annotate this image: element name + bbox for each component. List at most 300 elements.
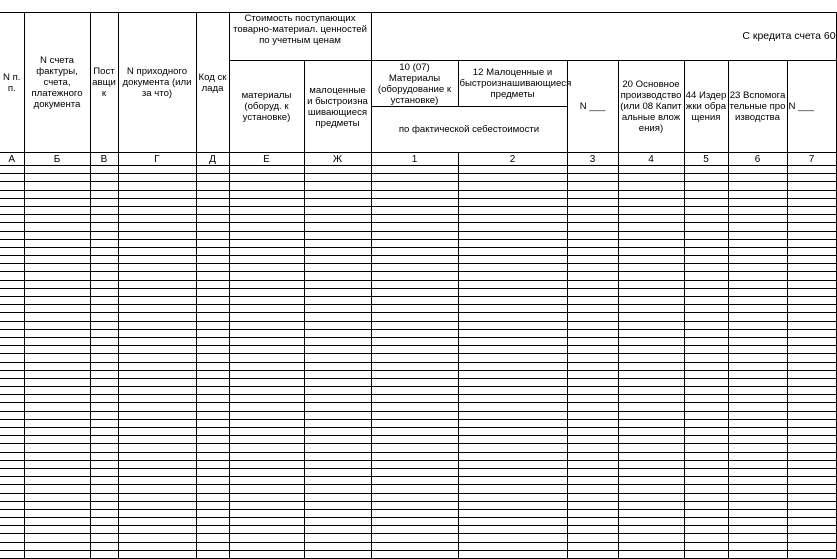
table-cell [567,460,618,468]
table-row [0,501,836,509]
table-cell [90,256,118,264]
table-cell [458,452,567,460]
table-cell [787,321,836,329]
table-cell [684,313,728,321]
table-cell [787,354,836,362]
table-cell [371,518,458,526]
table-cell [24,518,90,526]
table-cell [118,493,196,501]
table-cell [24,362,90,370]
table-cell [196,247,229,255]
table-cell [787,444,836,452]
table-cell [787,550,836,558]
table-cell [24,542,90,550]
table-cell [728,190,787,198]
table-cell [24,280,90,288]
table-cell [728,518,787,526]
header-warehouse: Код склада [196,13,229,153]
table-row [0,411,836,419]
table-cell [458,337,567,345]
table-cell [0,321,24,329]
table-cell [567,370,618,378]
table-row [0,370,836,378]
table-cell [728,452,787,460]
table-cell [458,387,567,395]
table-cell [787,297,836,305]
table-cell [567,468,618,476]
table-cell [24,182,90,190]
table-cell [787,526,836,534]
table-cell [90,206,118,214]
table-cell [787,428,836,436]
table-cell [229,321,304,329]
table-cell [304,436,371,444]
table-cell [458,485,567,493]
table-cell [196,190,229,198]
table-cell [684,215,728,223]
table-cell [196,264,229,272]
table-cell [728,501,787,509]
table-cell [90,239,118,247]
header-actual-cost: по фактической себестоимости [371,107,567,153]
table-cell [118,436,196,444]
table-cell [567,321,618,329]
table-cell [371,354,458,362]
table-cell [0,370,24,378]
table-cell [196,493,229,501]
table-cell [787,264,836,272]
table-cell [458,395,567,403]
table-cell [458,526,567,534]
table-cell [24,337,90,345]
table-row [0,264,836,272]
header-account-23: 23 Вспомогательные производства [728,61,787,153]
table-cell [24,395,90,403]
table-cell [118,223,196,231]
table-cell [371,313,458,321]
table-cell [0,460,24,468]
table-cell [458,231,567,239]
table-cell [24,231,90,239]
table-cell [229,305,304,313]
table-cell [24,346,90,354]
table-cell [618,518,684,526]
table-cell [229,501,304,509]
table-cell [787,256,836,264]
table-cell [304,239,371,247]
table-cell [90,518,118,526]
table-cell [567,182,618,190]
table-cell [90,460,118,468]
table-cell [787,247,836,255]
table-cell [728,411,787,419]
table-cell [458,321,567,329]
table-cell [567,346,618,354]
table-cell [567,231,618,239]
table-cell [787,305,836,313]
table-cell [684,550,728,558]
table-cell [458,550,567,558]
table-cell [684,444,728,452]
table-cell [24,305,90,313]
table-cell [304,198,371,206]
register-table [0,12,837,559]
table-cell [728,247,787,255]
table-cell [0,247,24,255]
table-cell [458,477,567,485]
table-cell [196,198,229,206]
table-cell [371,370,458,378]
table-cell [90,264,118,272]
table-cell [787,215,836,223]
table-cell [458,534,567,542]
table-cell [684,428,728,436]
table-cell [684,182,728,190]
table-cell [458,206,567,214]
table-cell [304,231,371,239]
table-cell [304,362,371,370]
table-cell [118,329,196,337]
table-cell [118,288,196,296]
table-cell [618,403,684,411]
table-cell [118,370,196,378]
table-cell [0,206,24,214]
table-cell [304,346,371,354]
header-credit-60: С кредита счета 60 [371,13,836,61]
table-cell [458,182,567,190]
table-cell [118,166,196,174]
table-cell [787,485,836,493]
table-cell [618,436,684,444]
table-cell [458,468,567,476]
table-cell [371,305,458,313]
table-cell [90,223,118,231]
table-cell [458,329,567,337]
table-cell [196,436,229,444]
table-cell [567,452,618,460]
table-cell [728,215,787,223]
table-cell [304,166,371,174]
table-cell [118,534,196,542]
header-cost-group: Стоимость поступающих товарно-материал. ценностей по учетным ценам [229,13,371,61]
table-cell [0,403,24,411]
table-cell [728,305,787,313]
table-cell [728,550,787,558]
table-cell [24,206,90,214]
table-cell [304,280,371,288]
table-cell [371,387,458,395]
header-account-20: 20 Основное производство (или 08 Капитальные вложения) [618,61,684,153]
table-row [0,419,836,427]
table-row [0,305,836,313]
table-cell [196,280,229,288]
table-cell [567,518,618,526]
table-cell [567,174,618,182]
table-cell [196,509,229,517]
table-cell [118,419,196,427]
table-cell [229,534,304,542]
table-cell [24,239,90,247]
table-cell [787,182,836,190]
table-cell [196,411,229,419]
table-cell [787,378,836,386]
table-row [0,518,836,526]
table-cell [90,395,118,403]
table-cell [196,337,229,345]
table-cell [0,215,24,223]
table-cell [618,247,684,255]
table-cell [567,419,618,427]
table-cell [728,231,787,239]
table-cell [118,460,196,468]
table-cell [118,444,196,452]
table-cell [196,329,229,337]
table-cell [0,509,24,517]
table-cell [684,166,728,174]
table-cell [458,247,567,255]
table-cell [0,493,24,501]
table-cell [24,313,90,321]
table-cell [304,501,371,509]
table-cell [684,272,728,280]
table-cell [787,387,836,395]
table-cell [567,256,618,264]
table-cell [371,256,458,264]
table-cell [229,337,304,345]
table-cell [90,444,118,452]
table-cell [90,190,118,198]
table-cell [684,452,728,460]
table-cell [0,231,24,239]
table-cell [0,166,24,174]
table-cell [728,182,787,190]
table-cell [24,288,90,296]
table-cell [196,272,229,280]
table-cell [90,313,118,321]
table-cell [787,288,836,296]
table-cell [304,428,371,436]
table-cell [728,387,787,395]
table-cell [0,419,24,427]
table-cell [24,370,90,378]
table-cell [728,493,787,501]
table-row [0,182,836,190]
table-cell [118,198,196,206]
table-cell [196,485,229,493]
table-cell [229,247,304,255]
table-cell [618,223,684,231]
table-row [0,477,836,485]
table-cell [618,239,684,247]
table-cell [90,493,118,501]
table-cell [618,215,684,223]
table-cell [787,198,836,206]
table-cell [618,337,684,345]
table-cell [304,493,371,501]
table-cell [728,337,787,345]
table-cell [567,395,618,403]
table-cell [118,231,196,239]
table-cell [196,239,229,247]
table-cell [618,370,684,378]
table-cell [371,485,458,493]
table-cell [118,403,196,411]
table-cell [24,264,90,272]
table-cell [229,542,304,550]
table-cell [24,485,90,493]
table-cell [229,280,304,288]
table-cell [229,370,304,378]
table-cell [118,468,196,476]
table-cell [0,272,24,280]
header-np: N п. п. [0,13,24,153]
table-cell [618,452,684,460]
table-cell [684,264,728,272]
table-cell [728,419,787,427]
table-cell [24,256,90,264]
table-cell [229,477,304,485]
table-cell [90,370,118,378]
table-cell [90,280,118,288]
table-row [0,198,836,206]
table-cell [118,542,196,550]
table-cell [567,264,618,272]
column-letter: 7 [787,153,836,166]
table-cell [567,272,618,280]
column-letter: 3 [567,153,618,166]
table-cell [24,174,90,182]
table-cell [567,550,618,558]
table-cell [196,215,229,223]
table-cell [118,354,196,362]
table-cell [567,215,618,223]
table-cell [684,436,728,444]
table-row [0,239,836,247]
table-cell [0,305,24,313]
table-cell [371,280,458,288]
table-cell [229,329,304,337]
table-row [0,436,836,444]
table-cell [0,329,24,337]
header-account-10-07: 10 (07) Материалы (оборудование к установке) [371,61,458,107]
table-cell [304,460,371,468]
table-cell [618,354,684,362]
table-cell [0,182,24,190]
table-cell [24,411,90,419]
table-row [0,346,836,354]
table-cell [229,362,304,370]
table-row [0,378,836,386]
table-cell [371,542,458,550]
table-cell [618,256,684,264]
table-cell [229,387,304,395]
column-letter: Д [196,153,229,166]
table-cell [787,403,836,411]
table-row [0,468,836,476]
table-cell [229,395,304,403]
table-cell [118,174,196,182]
table-cell [118,550,196,558]
table-cell [684,370,728,378]
table-cell [787,346,836,354]
table-cell [684,378,728,386]
table-cell [90,403,118,411]
table-cell [90,166,118,174]
table-cell [24,501,90,509]
table-cell [787,509,836,517]
table-cell [787,206,836,214]
table-row [0,493,836,501]
table-cell [304,305,371,313]
table-cell [371,346,458,354]
table-cell [567,411,618,419]
table-cell [458,305,567,313]
table-cell [684,256,728,264]
header-low-value: малоценные и быстроизнашивающиеся предметы [304,61,371,153]
table-cell [567,354,618,362]
table-cell [787,370,836,378]
table-cell [371,509,458,517]
table-cell [684,297,728,305]
table-row [0,329,836,337]
table-cell [24,215,90,223]
table-cell [0,198,24,206]
table-cell [24,477,90,485]
table-cell [728,542,787,550]
table-cell [371,182,458,190]
table-cell [618,444,684,452]
table-cell [684,542,728,550]
table-cell [0,190,24,198]
table-cell [618,378,684,386]
column-letter: Е [229,153,304,166]
column-letter: А [0,153,24,166]
table-cell [371,329,458,337]
table-cell [684,174,728,182]
table-cell [567,542,618,550]
table-cell [684,460,728,468]
table-cell [371,419,458,427]
table-cell [0,297,24,305]
table-cell [118,297,196,305]
table-cell [229,468,304,476]
table-cell [304,411,371,419]
table-cell [787,280,836,288]
table-cell [24,378,90,386]
table-cell [787,231,836,239]
table-row [0,280,836,288]
table-cell [24,403,90,411]
table-cell [118,387,196,395]
table-cell [567,534,618,542]
table-cell [304,337,371,345]
table-cell [196,403,229,411]
table-cell [118,477,196,485]
table-cell [0,313,24,321]
table-cell [90,534,118,542]
table-cell [567,493,618,501]
table-cell [728,166,787,174]
table-cell [787,362,836,370]
table-cell [304,444,371,452]
table-cell [304,550,371,558]
column-letter: 4 [618,153,684,166]
table-cell [728,239,787,247]
table-cell [304,419,371,427]
table-cell [371,190,458,198]
table-cell [90,215,118,223]
table-cell [304,247,371,255]
